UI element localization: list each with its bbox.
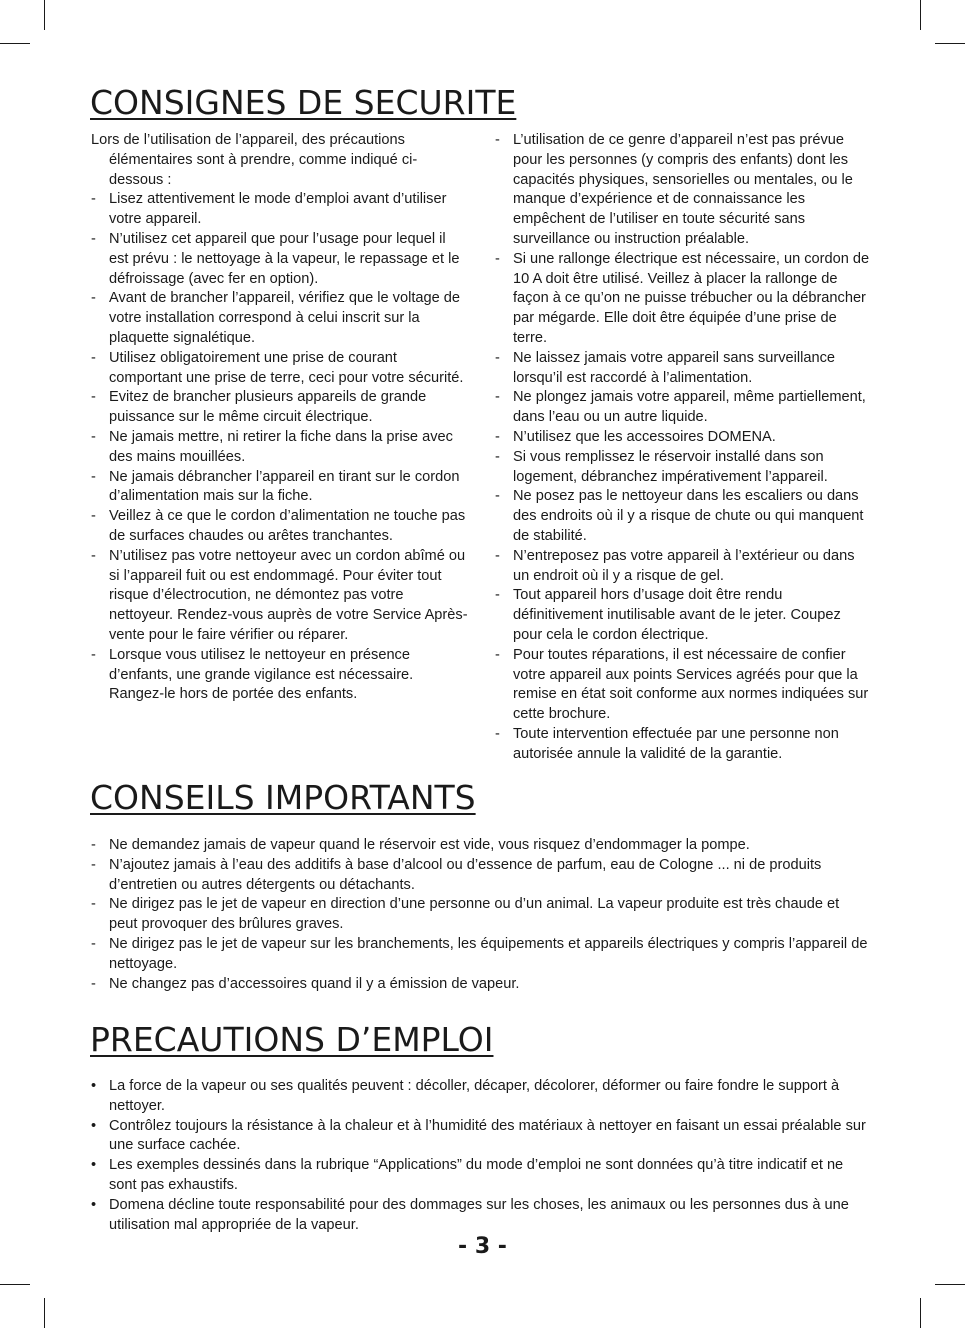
crop-mark bbox=[44, 0, 45, 30]
crop-mark bbox=[920, 1298, 921, 1328]
list-item: - N’entreposez pas votre appareil à l’extérieur ou dans un endroit où il y a risque de gel. bbox=[495, 547, 873, 587]
list-item: • Contrôlez toujours la résistance à la chaleur et à l’humidité des matériaux à nettoyer en faisant un essai préalable sur une surface cachée. bbox=[91, 1117, 871, 1157]
list-item: - Si une rallonge électrique est nécessaire, un cordon de 10 A doit être utilisé. Veillez à placer la rallonge de façon à ce qu’on ne puisse trébucher ou la débrancher par mégarde. Elle doit être équipée d’une prise de terre. bbox=[495, 250, 873, 349]
crop-mark bbox=[920, 0, 921, 30]
list-item: - Evitez de brancher plusieurs appareils de grande puissance sur le même circuit électrique. bbox=[91, 388, 469, 428]
conseils-list bbox=[91, 836, 871, 994]
precautions-title: PRECAUTIONS D’EMPLOI bbox=[90, 1020, 494, 1059]
list-item: - Ne changez pas d’accessoires quand il y a émission de vapeur. bbox=[91, 975, 871, 995]
list-item: - Ne dirigez pas le jet de vapeur sur les branchements, les équipements et appareils électriques y compris l’appareil de nettoyage. bbox=[91, 935, 871, 975]
list-item: - Ne demandez jamais de vapeur quand le réservoir est vide, vous risquez d’endommager la pompe. bbox=[91, 836, 871, 856]
list-item: - Toute intervention effectuée par une personne non autorisée annule la validité de la garantie. bbox=[495, 725, 873, 765]
crop-mark bbox=[0, 1284, 30, 1285]
list-item: • Domena décline toute responsabilité pour des dommages sur les choses, les animaux ou les personnes dus à une utilisation mal appropriée de la vapeur. bbox=[91, 1196, 871, 1236]
list-item: - Ne laissez jamais votre appareil sans surveillance lorsqu’il est raccordé à l’alimentation. bbox=[495, 349, 873, 389]
crop-mark bbox=[935, 1284, 965, 1285]
list-item: • Les exemples dessinés dans la rubrique “Applications” du mode d’emploi ne sont données qu’à titre indicatif et ne sont pas exhaustifs. bbox=[91, 1156, 871, 1196]
list-item: - Ne plongez jamais votre appareil, même partiellement, dans l’eau ou un autre liquide. bbox=[495, 388, 873, 428]
list-item: - N’utilisez cet appareil que pour l’usage pour lequel il est prévu : le nettoyage à la vapeur, le repassage et le défroissage (avec fer en option). bbox=[91, 230, 469, 289]
securite-title: CONSIGNES DE SECURITE bbox=[90, 83, 517, 122]
list-item: - Utilisez obligatoirement une prise de courant comportant une prise de terre, ceci pour votre sécurité. bbox=[91, 349, 469, 389]
list-item: - Veillez à ce que le cordon d’alimentation ne touche pas de surfaces chaudes ou arêtes tranchantes. bbox=[91, 507, 469, 547]
securite-intro: Lors de l’utilisation de l’appareil, des précautions élémentaires sont à prendre, comme indiqué ci-dessous : bbox=[91, 132, 418, 188]
conseils-block bbox=[91, 836, 871, 994]
list-item: - Ne dirigez pas le jet de vapeur en direction d’une personne ou d’un animal. La vapeur produite est très chaude et peut provoquer des brûlures graves. bbox=[91, 895, 871, 935]
crop-mark bbox=[44, 1298, 45, 1328]
securite-left-column bbox=[91, 131, 469, 705]
crop-mark bbox=[0, 43, 30, 44]
list-item: - Ne jamais mettre, ni retirer la fiche dans la prise avec des mains mouillées. bbox=[91, 428, 469, 468]
conseils-title: CONSEILS IMPORTANTS bbox=[90, 778, 476, 817]
list-item: - N’utilisez pas votre nettoyeur avec un cordon abîmé ou si l’appareil fuit ou est endommagé. Pour éviter tout risque d’électrocution, ne démontez pas votre nettoyeur. Rendez-vous auprès de votre Service Après-vente pour le faire vérifier ou réparer. bbox=[91, 547, 469, 646]
list-item: - Avant de brancher l’appareil, vérifiez que le voltage de votre installation correspond à celui inscrit sur la plaquette signalétique. bbox=[91, 289, 469, 348]
list-item: - N’ajoutez jamais à l’eau des additifs à base d’alcool ou d’essence de parfum, eau de Cologne ... ni de produits d’entretien ou autres détergents ou détachants. bbox=[91, 856, 871, 896]
securite-right-list bbox=[495, 131, 873, 765]
list-item: - Pour toutes réparations, il est nécessaire de confier votre appareil aux points Services agréés pour que la remise en état soit conforme aux normes indiquées sur cette brochure. bbox=[495, 646, 873, 725]
securite-left-list bbox=[91, 190, 469, 705]
page-number: - 3 - bbox=[458, 1234, 507, 1259]
precautions-list bbox=[91, 1077, 871, 1235]
precautions-block bbox=[91, 1077, 871, 1235]
list-item: - Lisez attentivement le mode d’emploi avant d’utiliser votre appareil. bbox=[91, 190, 469, 230]
list-item: - Si vous remplissez le réservoir installé dans son logement, débranchez impérativement l’appareil. bbox=[495, 448, 873, 488]
list-item: - Ne posez pas le nettoyeur dans les escaliers ou dans des endroits où il y a risque de chute ou qui manquent de stabilité. bbox=[495, 487, 873, 546]
securite-right-column bbox=[495, 131, 873, 765]
list-item: - Tout appareil hors d’usage doit être rendu définitivement inutilisable avant de le jeter. Coupez pour cela le cordon électrique. bbox=[495, 586, 873, 645]
list-item: - Lorsque vous utilisez le nettoyeur en présence d’enfants, une grande vigilance est nécessaire. Rangez-le hors de portée des enfants. bbox=[91, 646, 469, 705]
list-item: - N’utilisez que les accessoires DOMENA. bbox=[495, 428, 873, 448]
crop-mark bbox=[935, 43, 965, 44]
list-item: • La force de la vapeur ou ses qualités peuvent : décoller, décaper, décolorer, déformer ou faire fondre le support à nettoyer. bbox=[91, 1077, 871, 1117]
list-item: - Ne jamais débrancher l’appareil en tirant sur le cordon d’alimentation mais sur la fiche. bbox=[91, 468, 469, 508]
list-item: - L’utilisation de ce genre d’appareil n’est pas prévue pour les personnes (y compris des enfants) dont les capacités physiques, sensorielles ou mentales, ou le manque d’expérience et de connaissance les empêchent de l’utiliser en toute sécurité sans surveillance ou instruction préalable. bbox=[495, 131, 873, 250]
